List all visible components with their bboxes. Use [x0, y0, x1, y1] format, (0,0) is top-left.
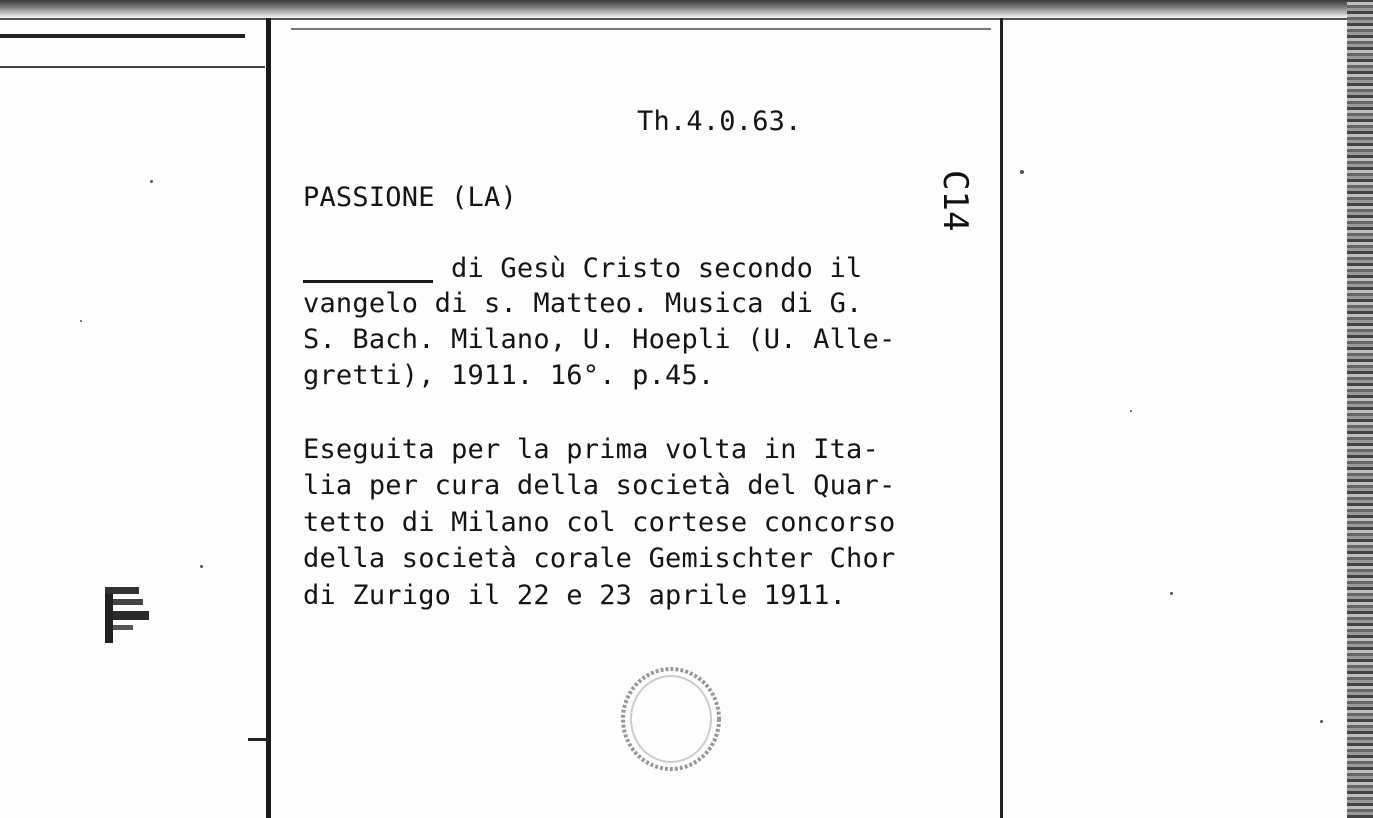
heading-repeat-dash [303, 280, 433, 283]
description-line-2: vangelo di s. Matteo. Musica di G. [303, 288, 863, 319]
card-heading: PASSIONE (LA) [303, 182, 517, 213]
note-line-3: tetto di Milano col cortese concorso [303, 507, 896, 538]
left-card-top-edge [0, 34, 245, 38]
left-margin-stamp [103, 585, 151, 645]
left-card-tab [248, 738, 270, 741]
side-mark [925, 170, 985, 230]
note-line-2: lia per cura della società del Quar- [303, 470, 896, 501]
card-top-rule [291, 28, 991, 30]
card-right-border [1000, 18, 1003, 818]
scan-speck [1320, 720, 1323, 723]
left-card-rule [0, 66, 265, 68]
scan-speck [1170, 592, 1173, 595]
side-mark-label: C14 [935, 170, 975, 232]
scan-speck [80, 320, 82, 322]
scan-speck [1020, 170, 1024, 174]
scan-speck [150, 180, 153, 183]
card-punch-hole [614, 664, 728, 774]
description-line-1: di Gesù Cristo secondo il [451, 253, 863, 284]
call-number: Th.4.0.63. [637, 106, 802, 137]
scanner-right-edge [1347, 0, 1373, 818]
note-line-4: della società corale Gemischter Chor [303, 543, 896, 574]
note-line-5: di Zurigo il 22 e 23 aprile 1911. [303, 580, 847, 611]
description-line-4: gretti), 1911. 16°. p.45. [303, 360, 715, 391]
note-line-1: Eseguita per la prima volta in Ita- [303, 434, 879, 465]
scan-speck [200, 565, 203, 568]
description-line-3: S. Bach. Milano, U. Hoepli (U. Alle- [303, 324, 896, 355]
scan-speck [1130, 410, 1132, 412]
scanner-top-edge [0, 0, 1373, 18]
